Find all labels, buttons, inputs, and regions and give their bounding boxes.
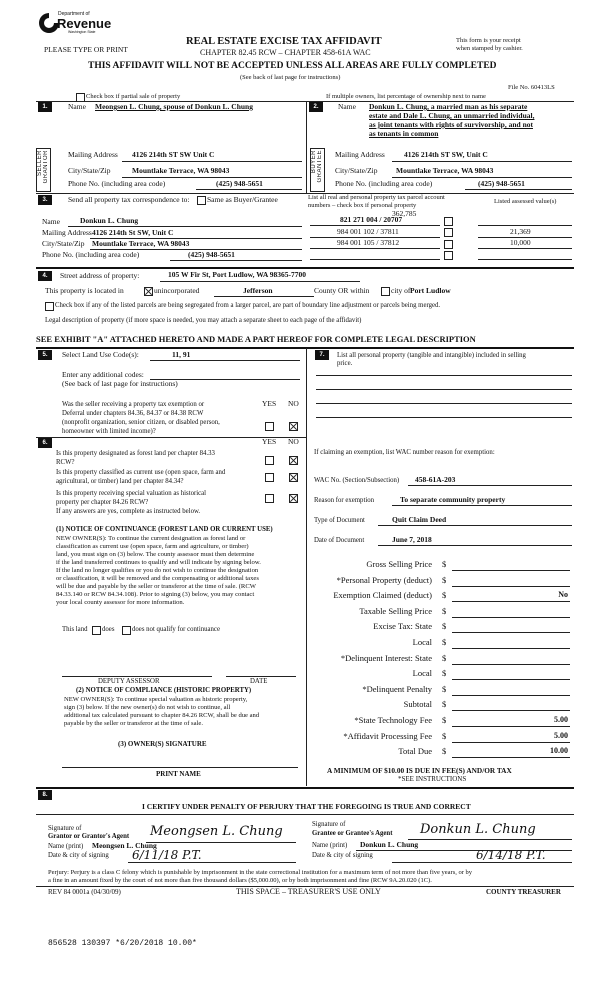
grantor-name-print[interactable]: Meongsen L. Chung — [92, 841, 157, 850]
buyer-name-label: Name — [338, 102, 356, 111]
tax-row-label: *Delinquent Interest: State — [340, 653, 432, 663]
corr-mailing-field[interactable]: 4126 214th St SW, Unit C — [92, 228, 174, 237]
exemption-no-checkbox[interactable] — [289, 422, 298, 431]
cashier-stamp: 856528 130397 *6/20/2018 10.00* — [48, 939, 197, 948]
corr-phone-field[interactable]: (425) 948-5651 — [188, 250, 235, 259]
buyer-name-line-1[interactable]: Donkun L. Chung, a married man as his separate — [369, 102, 528, 111]
additional-codes-label: Enter any additional codes: — [62, 370, 144, 379]
grantor-label: GRANTOR — [43, 150, 49, 184]
exemption-q-line-3: (nonprofit organization, senior citizen, or disabled person, — [62, 419, 220, 426]
tax-row-dollar: $ — [442, 637, 447, 647]
assessed-value-3: 10,000 — [510, 238, 531, 247]
grantee-name-print[interactable]: Donkun L. Chung — [360, 840, 419, 849]
tax-row-dollar: $ — [442, 668, 447, 678]
seller-mailing-label: Mailing Address — [68, 150, 118, 159]
deputy-assessor-label: DEPUTY ASSESSOR — [98, 678, 160, 685]
logo-dept: Department of — [58, 11, 90, 17]
parcel-header-2: numbers – check box if personal property — [308, 202, 417, 209]
seller-label: SELLER — [37, 150, 43, 177]
notice2-line: payable by the seller or transferor at the time of sale. — [64, 720, 203, 727]
tax-row-label: *Delinquent Penalty — [362, 684, 432, 694]
form-title: REAL ESTATE EXCISE TAX AFFIDAVIT — [186, 36, 382, 47]
notice2-line: NEW OWNER(S): To continue special valuation as historic property, — [64, 696, 248, 703]
grantor-sig-label-1: Signature of — [48, 825, 82, 832]
forest-q-line-1: Is this property designated as forest land per chapter 84.33 — [56, 450, 215, 457]
print-name-label: PRINT NAME — [156, 770, 201, 778]
treasurer-use-label: THIS SPACE – TREASURER'S USE ONLY — [236, 887, 381, 896]
seller-city-label: City/State/Zip — [68, 166, 111, 175]
certify-statement: I CERTIFY UNDER PENALTY OF PERJURY THAT THE FOREGOING IS TRUE AND CORRECT — [142, 802, 471, 811]
corr-city-field[interactable]: Mountlake Terrace, WA 98043 — [92, 239, 190, 248]
corr-mailing-label: Mailing Address — [42, 228, 92, 237]
city-checkbox[interactable] — [381, 287, 390, 296]
assessed-value-2: 21,369 — [510, 227, 531, 236]
logo-name: Revenue — [57, 16, 112, 31]
does-not-label: does not qualify for continuance — [132, 626, 220, 633]
logo-state: Washington State — [68, 30, 96, 34]
section-6-number: 6. — [38, 438, 52, 448]
tax-row-label: *Personal Property (deduct) — [336, 575, 432, 585]
doc-type-field[interactable]: Quit Claim Deed — [392, 515, 447, 524]
notice2-line: sign (3) below. If the new owner(s) do not wish to continue, all — [64, 704, 231, 711]
warning: THIS AFFIDAVIT WILL NOT BE ACCEPTED UNLESS ALL AREAS ARE FULLY COMPLETED — [88, 61, 497, 71]
land-use-label: Select Land Use Code(s): — [62, 350, 139, 359]
notice1-line: if the land transferred continues to qualify and will indicate by signing below. — [56, 559, 261, 566]
deputy-date-label: DATE — [250, 678, 268, 685]
tax-row-dollar: $ — [442, 590, 447, 600]
notice1-line: If the land no longer qualifies or you do not wish to continue the designation — [56, 567, 259, 574]
tax-row-value[interactable]: 10.00 — [550, 746, 568, 755]
county-treasurer-label: COUNTY TREASURER — [486, 888, 561, 896]
tax-row-label: Local — [412, 637, 432, 647]
tax-row-label: Local — [412, 668, 432, 678]
form-revision: REV 84 0001a (04/30/09) — [48, 888, 121, 896]
please-type: PLEASE TYPE OR PRINT — [44, 45, 128, 54]
tax-row-label: *Affidavit Processing Fee — [343, 731, 432, 741]
tax-row-label: *State Technology Fee — [354, 715, 432, 725]
exemption-q-line-2: Deferral under chapters 84.36, 84.37 or 84.38 RCW — [62, 410, 204, 417]
grantor-signature[interactable]: Meongsen L. Chung — [150, 824, 283, 839]
exemption-yes-header: YES — [262, 399, 277, 408]
parcel-number-2[interactable]: 984 001 102 / 37811 — [337, 227, 399, 236]
does-not-qualify-checkbox[interactable] — [122, 626, 131, 635]
segregated-checkbox[interactable] — [45, 302, 54, 311]
s6-yes-header: YES — [262, 437, 277, 446]
buyer-city-label: City/State/Zip — [335, 166, 378, 175]
seller-name-label: Name — [68, 102, 86, 111]
does-qualify-checkbox[interactable] — [92, 626, 101, 635]
correspondence-label: Send all property tax correspondence to: — [68, 195, 190, 204]
receipt-note-2: when stamped by cashier. — [456, 45, 523, 52]
section-1-number: 1. — [38, 102, 52, 112]
forest-yes-checkbox[interactable] — [265, 456, 274, 465]
assessed-value-1: 362,785 — [392, 209, 417, 218]
revenue-logo — [38, 12, 110, 36]
exhibit-a-note: SEE EXHIBIT "A" ATTACHED HERETO AND MADE A PART HEREOF FOR COMPLETE LEGAL DESCRIPTION — [36, 334, 476, 344]
tax-row-value[interactable]: No — [558, 590, 568, 599]
current-use-q-line-2: agricultural, or timber) land per chapter 84.34? — [56, 478, 184, 485]
assessed-header: Listed assessed value(s) — [494, 198, 557, 205]
historic-q-line-1: Is this property receiving special valuation as historical — [56, 490, 207, 497]
parcel-header-1: List all real and personal property tax parcel account — [308, 194, 445, 201]
grantee-date-label: Date & city of signing — [312, 852, 373, 859]
tax-row-dollar: $ — [442, 684, 447, 694]
grantee-agent-label: Grantee or Grantee's Agent — [312, 830, 393, 837]
notice1-line: NEW OWNER(S): To continue the current designation as forest land or — [56, 535, 246, 542]
exemption-q-line-1: Was the seller receiving a property tax exemption or — [62, 401, 205, 408]
corr-phone-label: Phone No. (including area code) — [42, 250, 140, 259]
buyer-name-line-4[interactable]: as tenants in common — [369, 129, 439, 138]
grantee-date-city[interactable]: 6/14/18 P.T. — [476, 848, 546, 862]
seller-city-field[interactable]: Mountlake Terrace, WA 98043 — [132, 166, 230, 175]
tax-row-label: Subtotal — [403, 699, 432, 709]
historic-no-checkbox[interactable] — [289, 494, 298, 503]
buyer-city-field[interactable]: Mountlake Terrace, WA 98043 — [396, 166, 494, 175]
tax-row-label: Excise Tax: State — [373, 621, 432, 631]
tax-row-dollar: $ — [442, 731, 447, 741]
located-label: This property is located in — [45, 286, 124, 295]
tax-row-dollar: $ — [442, 699, 447, 709]
seller-phone-field[interactable]: (425) 948-5651 — [216, 179, 263, 188]
grantee-sig-label-1: Signature of — [312, 821, 346, 828]
partial-sale-label: Check box if partial sale of property — [86, 93, 181, 100]
parcel-2-personal-checkbox[interactable] — [444, 228, 453, 237]
tax-row-dollar: $ — [442, 575, 447, 585]
parcel-4-personal-checkbox[interactable] — [444, 251, 453, 260]
forest-no-checkbox[interactable] — [289, 456, 298, 465]
section-4-number: 4. — [38, 271, 52, 281]
land-use-field[interactable]: 11, 91 — [172, 350, 191, 359]
notice1-line: classification as current use (open space, farm and agriculture, or timber) — [56, 543, 249, 550]
buyer-name-line-3[interactable]: as joint tenants with rights of survivorship, and not — [369, 120, 533, 129]
tax-row-value[interactable]: 5.00 — [554, 715, 568, 724]
grantee-name-print-label: Name (print) — [312, 842, 348, 849]
s6-no-header: NO — [288, 437, 299, 446]
personal-property-line-2: price. — [337, 360, 353, 367]
tax-row-label: Gross Selling Price — [366, 559, 432, 569]
this-land-label: This land — [62, 626, 88, 633]
county-field[interactable]: Jefferson — [243, 286, 273, 295]
buyer-label: BUYER — [311, 150, 317, 174]
parcel-number-3[interactable]: 984 001 105 / 37812 — [337, 238, 400, 247]
reason-label: Reason for exemption — [314, 497, 375, 504]
see-instructions-note: *SEE INSTRUCTIONS — [398, 775, 467, 783]
does-label: does — [102, 626, 115, 633]
owner-signature-label: (3) OWNER(S) SIGNATURE — [118, 740, 207, 748]
tax-row-label: Total Due — [398, 746, 432, 756]
parcel-3-personal-checkbox[interactable] — [444, 240, 453, 249]
tax-row-dollar: $ — [442, 715, 447, 725]
city-label: city of — [391, 286, 411, 295]
historic-q-line-2: property per chapter 84.26 RCW? — [56, 499, 149, 506]
doc-type-label: Type of Document — [314, 517, 365, 524]
tax-row-label: Taxable Selling Price — [359, 606, 432, 616]
corr-name-field[interactable]: Donkun L. Chung — [80, 216, 139, 225]
segregated-label: Check box if any of the listed parcels are being segregated from a larger parcel, are part of boundary line adjustment or parcels being merged. — [55, 302, 441, 309]
notice1-line: your local county assessor for more information. — [56, 599, 185, 606]
historic-yes-checkbox[interactable] — [265, 494, 274, 503]
file-number: File No. 60413LS — [508, 84, 555, 91]
notice1-line: or classification, it will be removed and the compensating or additional taxes — [56, 575, 259, 582]
notice1-title: (1) NOTICE OF CONTINUANCE (FOREST LAND OR CURRENT USE) — [56, 526, 273, 533]
tax-row-dollar: $ — [442, 653, 447, 663]
buyer-mailing-field[interactable]: 4126 214th ST SW, Unit C — [404, 150, 488, 159]
legal-desc-label: Legal description of property (if more space is needed, you may attach a separate sheet to each page of the affidavit) — [45, 317, 362, 324]
current-use-no-checkbox[interactable] — [289, 473, 298, 482]
exemption-claim-label: If claiming an exemption, list WAC number reason for exemption: — [314, 449, 495, 456]
tax-row-dollar: $ — [442, 746, 447, 756]
parcel-number-1[interactable]: 821 271 004 / 20707 — [340, 215, 403, 224]
corr-name-label: Name — [42, 217, 60, 226]
notice2-title: (2) NOTICE OF COMPLIANCE (HISTORIC PROPERTY) — [76, 687, 252, 694]
current-use-yes-checkbox[interactable] — [265, 473, 274, 482]
city-field[interactable]: Port Ludlow — [410, 286, 451, 295]
buyer-name-line-2[interactable]: estate and Dale L. Chung, an unmarried individual, — [369, 111, 535, 120]
seller-phone-label: Phone No. (including area code) — [68, 179, 166, 188]
land-use-see-back: (See back of last page for instructions) — [62, 379, 178, 388]
grantor-date-label: Date & city of signing — [48, 852, 109, 859]
exemption-no-header: NO — [288, 399, 299, 408]
grantee-label: GRANTEE — [317, 150, 323, 183]
grantor-date-city[interactable]: 6/11/18 P.T. — [132, 848, 202, 862]
perjury-line-1: Perjury: Perjury is a class C felony which is punishable by imprisonment in the state correctional institution for a maximum term of not more than five years, or by — [48, 869, 473, 876]
street-field[interactable]: 105 W Fir St, Port Ludlow, WA 98365-7700 — [168, 270, 307, 279]
see-back: (See back of last page for instructions) — [240, 74, 341, 81]
notice2-line: additional tax calculated pursuant to chapter 84.26 RCW, shall be due and — [64, 712, 260, 719]
same-as-buyer-label: Same as Buyer/Grantee — [207, 195, 278, 204]
grantee-signature[interactable]: Donkun L. Chung — [420, 822, 536, 837]
section-8-number: 8. — [38, 790, 52, 800]
tax-row-label: Exemption Claimed (deduct) — [333, 590, 432, 600]
doc-date-field[interactable]: June 7, 2018 — [392, 535, 432, 544]
tax-row-dollar: $ — [442, 559, 447, 569]
county-label: County OR within — [314, 286, 370, 295]
tax-row-value[interactable]: 5.00 — [554, 731, 568, 740]
grantor-name-print-label: Name (print) — [48, 843, 84, 850]
answers-note: If any answers are yes, complete as instructed below. — [56, 508, 201, 515]
exemption-q-line-4: homeowner with limited income)? — [62, 428, 156, 435]
tax-row-dollar: $ — [442, 621, 447, 631]
section-7-number: 7. — [315, 350, 329, 360]
same-as-buyer-checkbox[interactable] — [197, 196, 206, 205]
corr-city-label: City/State/Zip — [42, 239, 85, 248]
doc-date-label: Date of Document — [314, 537, 365, 544]
parcel-1-personal-checkbox[interactable] — [444, 217, 453, 226]
unincorporated-checkbox[interactable] — [144, 287, 153, 296]
seller-name-field[interactable]: Meongsen L. Chung, spouse of Donkun L. Chung — [95, 102, 253, 111]
reason-field[interactable]: To separate community property — [400, 495, 506, 504]
personal-property-line-1: List all personal property (tangible and intangible) included in selling — [337, 352, 526, 359]
wac-field[interactable]: 458-61A-203 — [415, 475, 456, 484]
form-chapter: CHAPTER 82.45 RCW – CHAPTER 458-61A WAC — [200, 48, 371, 57]
street-label: Street address of property: — [60, 271, 140, 280]
perjury-line-2: a fine in an amount fixed by the court of not more than five thousand dollars ($5,000.00), or by both imprisonment and fine (RCW 9A.20.020 (1C). — [48, 877, 432, 884]
exemption-yes-checkbox[interactable] — [265, 422, 274, 431]
section-2-number: 2. — [309, 102, 323, 112]
receipt-note-1: This form is your receipt — [456, 37, 521, 44]
forest-q-line-2: RCW? — [56, 459, 75, 466]
current-use-q-line-1: Is this property classified as current use (open space, farm and — [56, 469, 226, 476]
wac-label: WAC No. (Section/Subsection) — [314, 477, 400, 484]
buyer-phone-field[interactable]: (425) 948-5651 — [478, 179, 525, 188]
notice1-line: 84.33.140 or RCW 84.34.108). Prior to signing (3) below, you may contact — [56, 591, 255, 598]
section-5-number: 5. — [38, 350, 52, 360]
multiple-owners-label: If multiple owners, list percentage of ownership next to name — [326, 93, 486, 100]
buyer-phone-label: Phone No. (including area code) — [335, 179, 433, 188]
grantor-agent-label: Grantor or Grantor's Agent — [48, 833, 130, 840]
section-3-number: 3. — [38, 195, 52, 205]
tax-row-dollar: $ — [442, 606, 447, 616]
minimum-fee-note: A MINIMUM OF $10.00 IS DUE IN FEE(S) AND/OR TAX — [327, 766, 512, 775]
buyer-mailing-label: Mailing Address — [335, 150, 385, 159]
notice1-line: land, you must sign on (3) below. The county assessor must then determine — [56, 551, 255, 558]
notice1-line: will be due and payable by the seller or transferor at the time of sale. (RCW — [56, 583, 256, 590]
unincorporated-label: unincorporated — [154, 286, 200, 295]
seller-mailing-field[interactable]: 4126 214th ST SW Unit C — [132, 150, 215, 159]
